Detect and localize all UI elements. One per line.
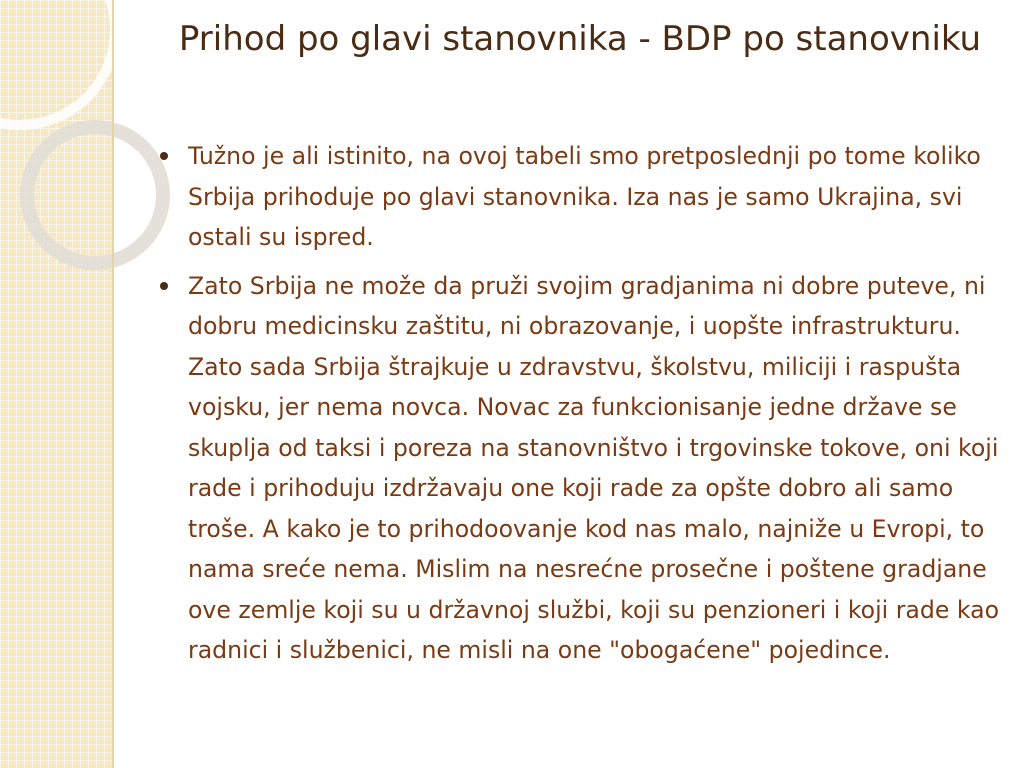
bullet-list: [158, 136, 1016, 679]
slide-title: Prihod po glavi stanovnika - BDP po stanovniku: [178, 19, 982, 59]
decorative-side-panel: [0, 0, 112, 768]
bullet-text: Tužno je ali istinito, na ovoj tabeli smo pretposlednji po tome koliko Srbija prihoduje po glavi stanovnika. Iza nas je samo Ukrajina, svi ostali su ispred.: [188, 142, 981, 251]
bullet-icon: [160, 282, 168, 290]
bullet-text: Zato Srbija ne može da pruži svojim gradjanima ni dobre puteve, ni dobru medicinsku zaštitu, ni obrazovanje, i uopšte infrastrukturu. Zato sada Srbija štrajkuje u zdravstvu, školstvu, miliciji i raspušta vojsku, jer nema novca. Novac za funkcionisanje jedne države se skuplja od taksi i poreza na stanovništvo i trgovinske tokove, oni koji rade i prihoduju izdržavaju one koji rade za opšte dobro ali samo troše. A kako je to prihodoovanje kod nas malo, najniže u Evropi, to nama sreće nema. Mislim na nesrećne prosečne i poštene gradjane ove zemlje koji su u državnoj službi, koji su penzioneri i koji rade kao radnici i službenici, ne misli na one "obogaćene" pojedince.: [188, 271, 999, 664]
bullet-item: [158, 136, 1016, 258]
side-panel-edge: [112, 0, 114, 768]
bullet-item: [158, 266, 1016, 671]
decorative-ring-small: [20, 120, 170, 270]
decorative-ring-large: [0, 0, 120, 130]
bullet-icon: [160, 152, 168, 160]
